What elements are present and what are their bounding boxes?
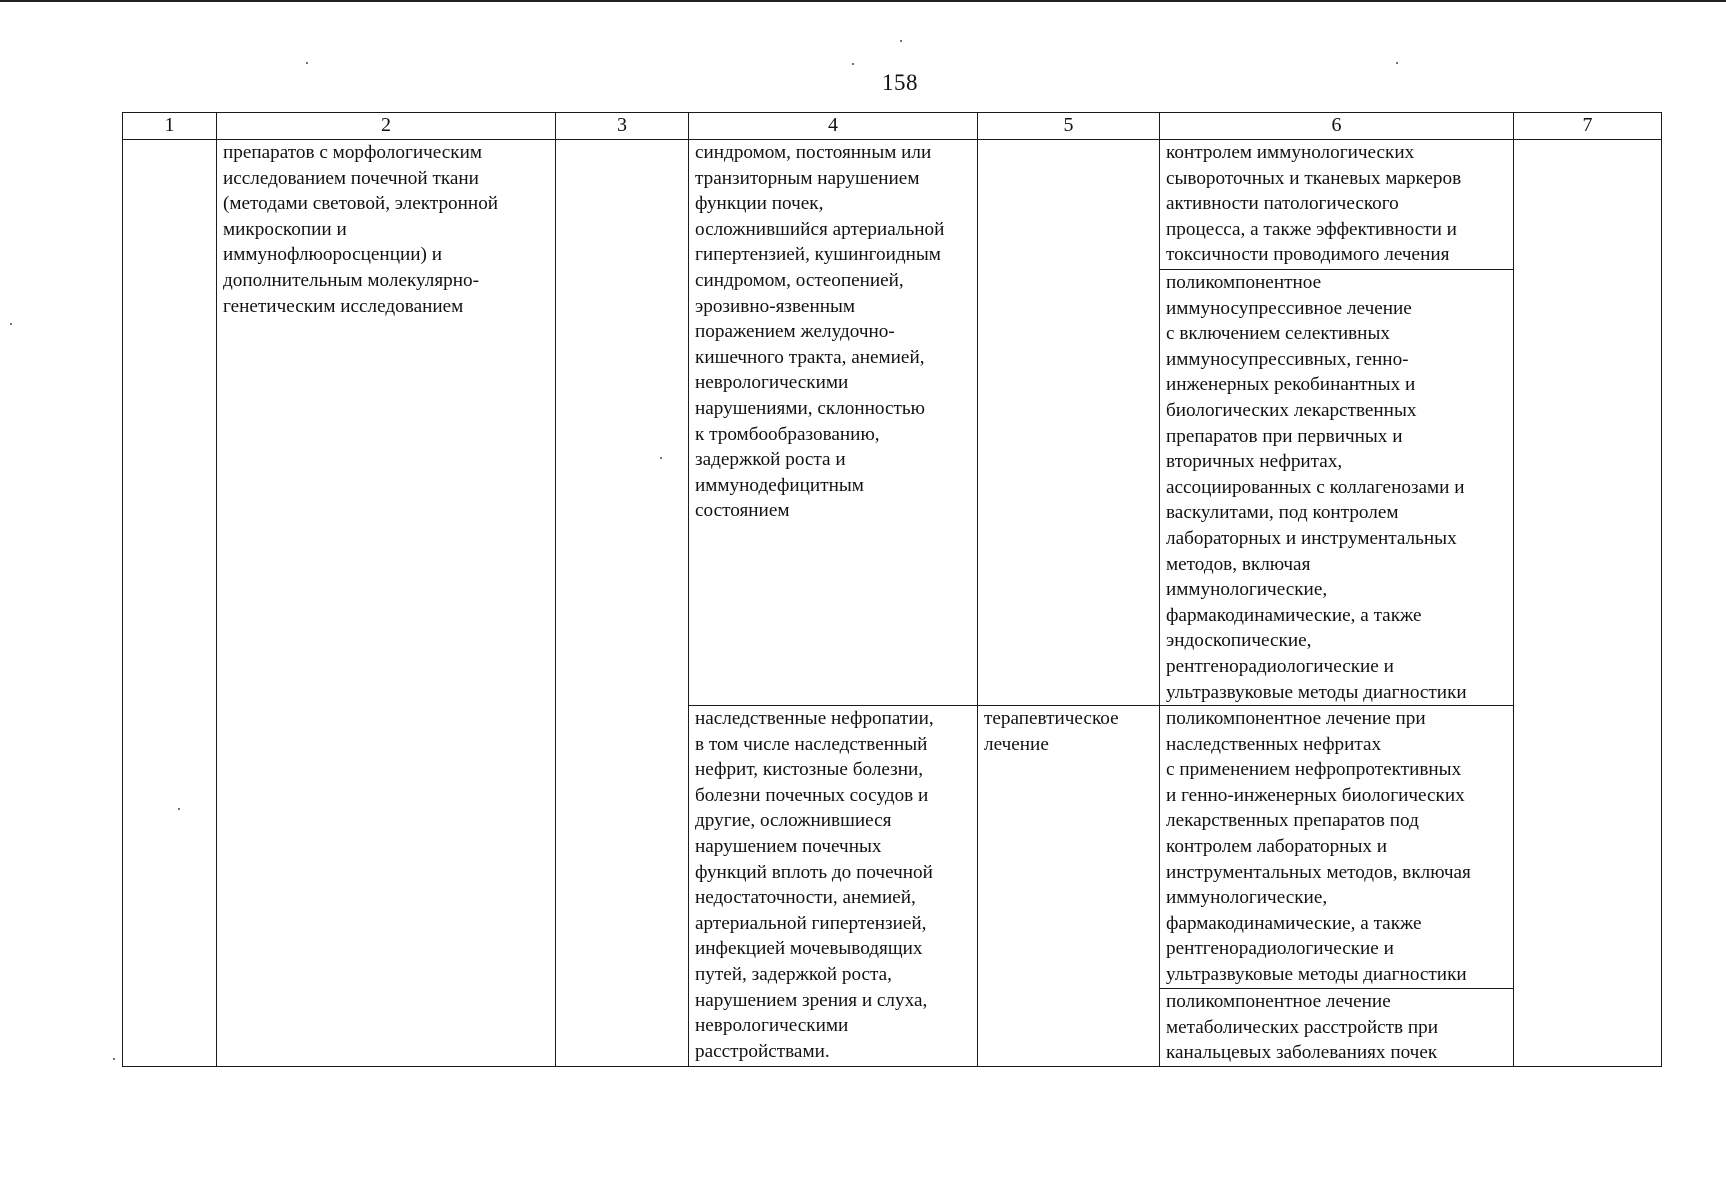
method-description-text: препаратов с морфологическим исследованием почечной ткани (методами световой, электронной микроскопии и иммунофлюоросценции) и дополнительным молекулярно- генетическим исследованием <box>223 142 499 317</box>
scan-speck <box>306 62 308 64</box>
patient-model-text: синдромом, постоянным или транзиторным нарушением функции почек, осложнившийся артериальной гипертензией, кушингоидным синдромом, остеопенией, эрозивно-язвенным поражением желудочно- кишечного тракта, анемией, неврологическими нарушениями, склонностью к тромбообразованию, задержкой роста и иммунодефицитным состоянием <box>695 142 945 522</box>
treatment-method-text: контролем иммунологических сывороточных и тканевых маркеров активности патологического процесса, а также эффективности и токсичности проводимого лечения <box>1166 142 1462 266</box>
column-number-4: 4 <box>689 113 978 140</box>
col7-cell <box>1514 140 1662 1067</box>
col2-cell <box>217 140 556 1067</box>
scan-speck <box>1396 62 1398 64</box>
treatment-method-cell <box>1160 270 1514 706</box>
table-header-row <box>123 113 1662 140</box>
page-number: 158 <box>882 70 918 95</box>
treatment-type-text: терапевтическое лечение <box>984 708 1119 755</box>
treatment-type-cell-group1 <box>978 140 1160 706</box>
model-cell-group1 <box>689 140 978 706</box>
treatment-method-cell <box>1160 140 1514 270</box>
column-number-6: 6 <box>1160 113 1514 140</box>
treatment-method-text: поликомпонентное лечение метаболических расстройств при канальцевых заболеваниях почек <box>1166 991 1438 1064</box>
column-number-7: 7 <box>1514 113 1662 140</box>
column-number-3: 3 <box>556 113 689 140</box>
scan-speck <box>900 40 902 42</box>
treatment-method-cell <box>1160 989 1514 1067</box>
model-cell-group2 <box>689 706 978 1067</box>
column-number-2: 2 <box>217 113 556 140</box>
patient-model-text: наследственные нефропатии, в том числе наследственный нефрит, кистозные болезни, болезни почечных сосудов и другие, осложнившиеся нарушением почечных функций вплоть до почечной недостаточности, анемией, артериальной гипертензией, инфекцией мочевыводящих путей, задержкой роста, нарушением зрения и слуха, неврологическими расстройствами. <box>695 708 934 1062</box>
column-number-1: 1 <box>123 113 217 140</box>
treatment-method-text: поликомпонентное иммуносупрессивное лечение с включением селективных иммуносупрессивных, генно- инженерных рекобинантных и биологических лекарственных препаратов при первичных и вторичных нефритах, ассоциированных с коллагенозами и васкулитами, под контролем лабораторных и инструментальных методов, включая иммунологические, фармакодинамические, а также эндоскопические, рентгенорадиологические и ультразвуковые методы диагностики <box>1166 272 1467 703</box>
scan-speck <box>113 1058 115 1060</box>
treatment-method-text: поликомпонентное лечение при наследственных нефритах с применением нефропротективных и генно-инженерных биологических лекарственных препаратов под контролем лабораторных и инструментальных методов, включая иммунологические, фармакодинамические, а также рентгенорадиологические и ультразвуковые методы диагностики <box>1166 708 1471 986</box>
scan-speck <box>10 323 12 325</box>
col3-cell <box>556 140 689 1067</box>
document-table <box>122 112 1662 1067</box>
treatment-method-cell <box>1160 706 1514 989</box>
treatment-type-cell-group2 <box>978 706 1160 1067</box>
page-top-edge <box>0 0 1726 2</box>
column-number-5: 5 <box>978 113 1160 140</box>
scan-speck <box>852 63 854 65</box>
table-row <box>123 140 1662 270</box>
col1-cell <box>123 140 217 1067</box>
